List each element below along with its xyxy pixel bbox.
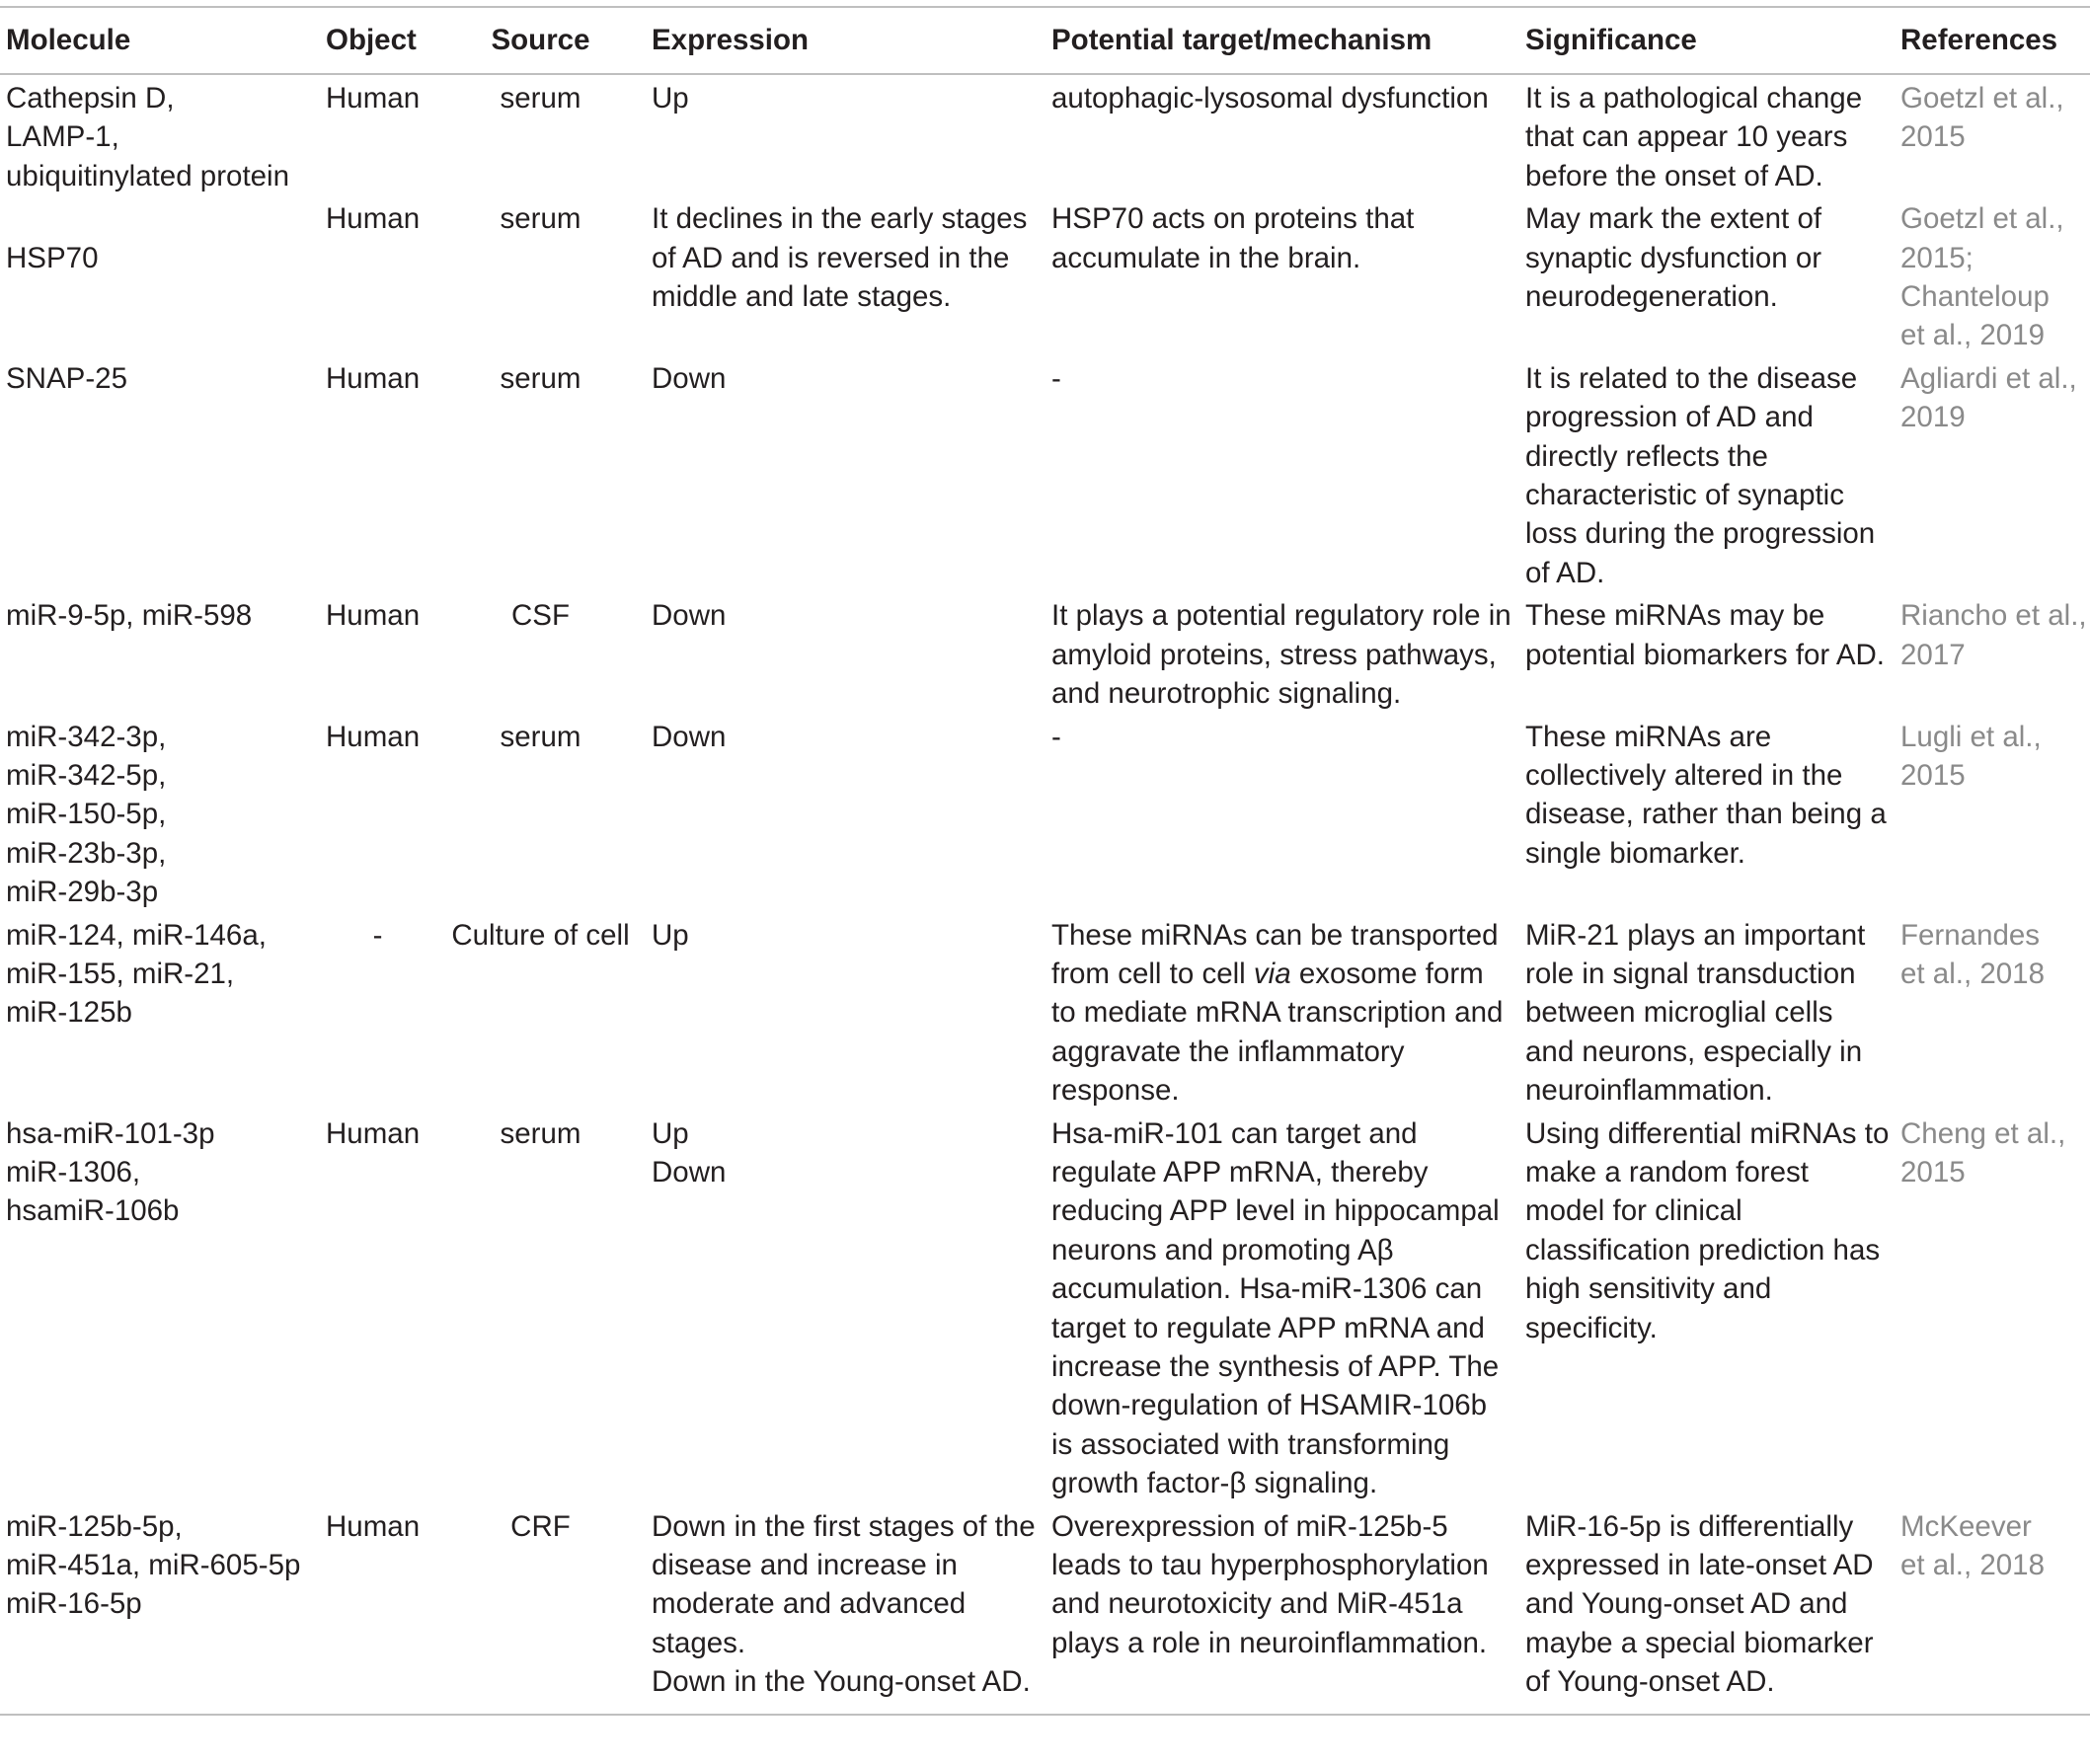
cell-source: serum xyxy=(500,82,581,115)
table-row xyxy=(0,592,2090,713)
table-row xyxy=(0,355,2090,592)
cell-mechanism: Hsa-miR-101 can target and regulate APP mRNA, thereby reducing APP level in hippocampal neurons and promoting Aβ accumulation. Hsa-miR-1306 can target to regulate APP mRNA and increase the synthesis of APP. The down-regulation of HSAMIR-106b is associated with transforming growth factor-β signaling. xyxy=(1051,1116,1500,1500)
cell-source: serum xyxy=(500,361,581,395)
table-row xyxy=(0,195,2090,355)
cell-molecule: miR-342-3p, miR-342-5p, miR-150-5p, miR-23b-3p, miR-29b-3p xyxy=(6,720,167,909)
cell-source: serum xyxy=(500,720,581,753)
table-row xyxy=(0,74,2090,195)
cell-expression: Up xyxy=(652,82,689,115)
cell-object: Human xyxy=(326,202,421,236)
cell-references: Fernandes et al., 2018 xyxy=(1900,918,2045,990)
cell-references: Lugli et al., 2015 xyxy=(1900,720,2042,792)
cell-source: CRF xyxy=(429,1503,652,1715)
cell-significance: It is related to the disease progression of AD and directly reflects the characteristic of synaptic loss during the progression of AD. xyxy=(1525,361,1876,589)
cell-expression: Down xyxy=(652,361,727,395)
cell-object: Human xyxy=(326,720,421,753)
header-references: References xyxy=(1900,7,2090,74)
header-object: Object xyxy=(326,7,429,74)
cell-molecule: miR-125b-5p, miR-451a, miR-605-5p miR-16-5p xyxy=(0,1503,326,1715)
cell-significance: May mark the extent of synaptic dysfunction or neurodegeneration. xyxy=(1525,202,1822,314)
cell-source: Culture of cell xyxy=(451,918,630,952)
cell-significance: It is a pathological change that can appear 10 years before the onset of AD. xyxy=(1525,82,1863,192)
cell-molecule: miR-124, miR-146a, miR-155, miR-21, miR-125b xyxy=(6,918,267,1030)
mechanism-text-after: exosome form to mediate mRNA transcription and aggravate the inflammatory response. xyxy=(1051,957,1504,1108)
cell-references: McKeever et al., 2018 xyxy=(1900,1503,2090,1715)
cell-mechanism: It plays a potential regulatory role in amyloid proteins, stress pathways, and neurotrophic signaling. xyxy=(1051,599,1511,711)
cell-mechanism: - xyxy=(1051,720,1061,753)
cell-object: Human xyxy=(326,82,421,115)
cell-source: serum xyxy=(500,202,581,236)
cell-source: serum xyxy=(500,1116,581,1150)
cell-references: Goetzl et al., 2015 xyxy=(1900,82,2064,154)
cell-expression: Up Down xyxy=(652,1116,727,1189)
cell-significance: These miRNAs are collectively altered in the disease, rather than being a single biomarker. xyxy=(1525,720,1887,870)
cell-significance: These miRNAs may be potential biomarkers for AD. xyxy=(1525,599,1885,671)
cell-expression: Down xyxy=(652,599,727,633)
cell-references: Agliardi et al., 2019 xyxy=(1900,361,2077,434)
cell-mechanism: autophagic-lysosomal dysfunction xyxy=(1051,82,1489,115)
table-row xyxy=(0,1111,2090,1503)
cell-significance: MiR-16-5p is differentially expressed in late-onset AD and Young-onset AD and maybe a special biomarker of Young-onset AD. xyxy=(1525,1503,1900,1715)
table-row xyxy=(0,714,2090,912)
cell-references: Riancho et al., 2017 xyxy=(1900,599,2087,671)
header-mechanism: Potential target/mechanism xyxy=(1051,7,1525,74)
cell-references: Cheng et al., 2015 xyxy=(1900,1116,2066,1189)
cell-object: Human xyxy=(326,1116,421,1150)
cell-object: Human xyxy=(326,1503,429,1715)
cell-object: Human xyxy=(326,361,421,395)
cell-molecule: hsa-miR-101-3p miR-1306, hsamiR-106b xyxy=(6,1116,215,1228)
cell-significance: Using differential miRNAs to make a random forest model for clinical classification prediction has high sensitivity and specificity. xyxy=(1525,1116,1890,1344)
cell-mechanism xyxy=(1051,912,1525,1111)
cell-expression: Up xyxy=(652,918,689,952)
header-expression: Expression xyxy=(652,7,1051,74)
table-row xyxy=(0,1503,2090,1715)
mechanism-text-before: These miRNAs can be transported from cell to cell xyxy=(1051,918,1499,990)
cell-significance: MiR-21 plays an important role in signal transduction between microglial cells and neurons, especially in neuroinflammation. xyxy=(1525,918,1866,1108)
cell-expression: It declines in the early stages of AD and is reversed in the middle and late stages. xyxy=(652,202,1028,314)
header-molecule: Molecule xyxy=(0,7,326,74)
header-significance: Significance xyxy=(1525,7,1900,74)
table-row xyxy=(0,912,2090,1111)
cell-references: Goetzl et al., 2015; Chanteloup et al., 2019 xyxy=(1900,202,2064,352)
cell-mechanism: Overexpression of miR-125b-5 leads to tau hyperphosphorylation and neurotoxicity and MiR-451a plays a role in neuroinflammation. xyxy=(1051,1503,1525,1715)
cell-mechanism: HSP70 acts on proteins that accumulate in the brain. xyxy=(1051,202,1415,274)
cell-molecule: Cathepsin D, LAMP-1, ubiquitinylated protein xyxy=(6,82,290,192)
cell-mechanism: - xyxy=(1051,361,1061,395)
header-source: Source xyxy=(429,7,652,74)
cell-expression: Down in the first stages of the disease and increase in moderate and advanced stages. Down in the Young-onset AD. xyxy=(652,1503,1051,1715)
cell-molecule: miR-9-5p, miR-598 xyxy=(6,599,253,633)
mechanism-italic-via: via xyxy=(1253,957,1291,990)
cell-object: Human xyxy=(326,599,421,633)
cell-molecule: HSP70 xyxy=(6,241,99,274)
biomarker-table xyxy=(0,6,2090,1716)
cell-expression: Down xyxy=(652,720,727,753)
header-row xyxy=(0,7,2090,74)
cell-source: CSF xyxy=(511,599,570,633)
cell-object: - xyxy=(372,918,383,952)
cell-molecule: SNAP-25 xyxy=(6,361,127,395)
